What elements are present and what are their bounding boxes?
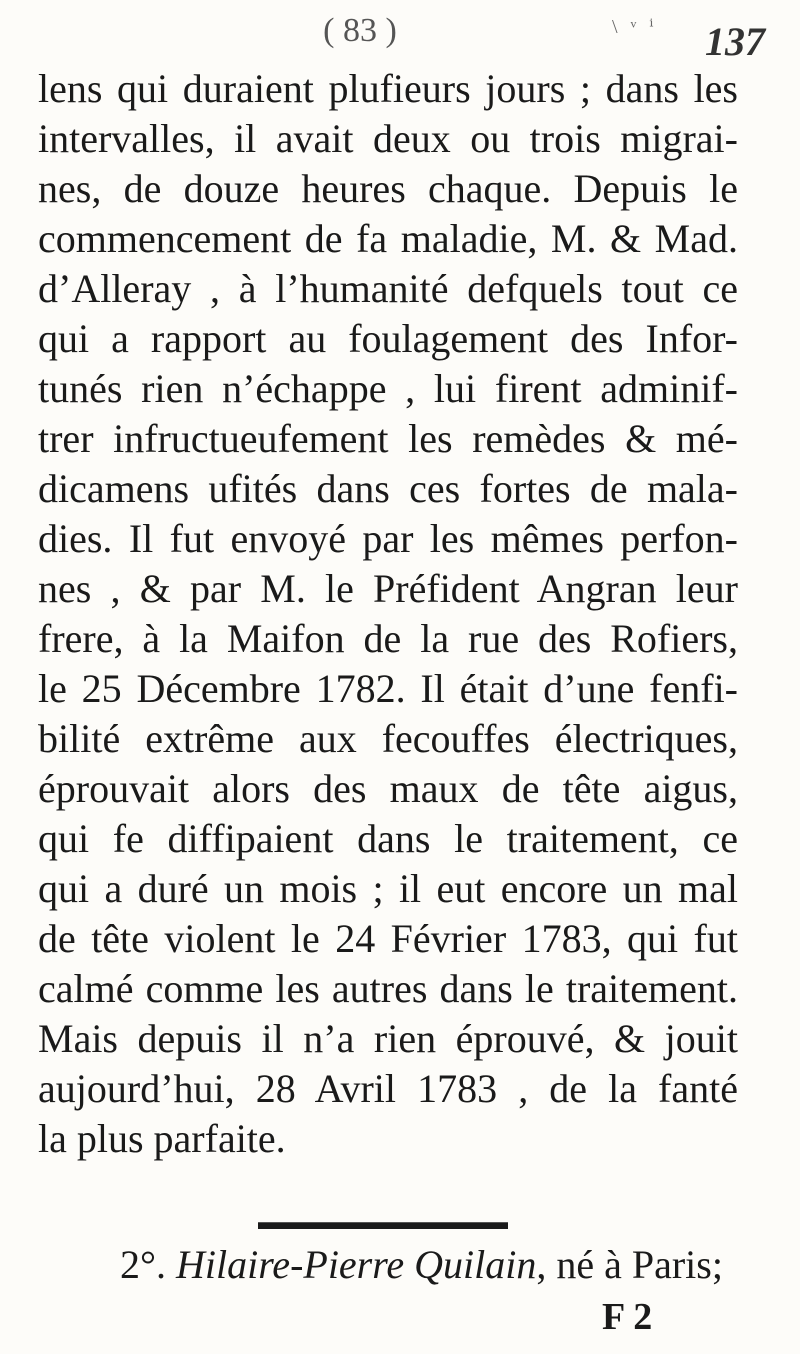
entry-text: , né à Paris; <box>536 1242 723 1287</box>
text-line: qui a duré un mois ; il eut encore un mal <box>38 866 738 911</box>
text-line: trer infructueufement les remèdes & mé- <box>38 416 738 461</box>
text-line: calmé comme les autres dans le traitement. <box>38 966 738 1011</box>
text-line: d’Alleray , à l’humanité defquels tout ce <box>38 266 738 311</box>
next-entry-line <box>120 1240 723 1290</box>
text-line: aujourd’hui, 28 Avril 1783 , de la fanté <box>38 1066 738 1111</box>
text-line-last: la plus parfaite. <box>38 1116 286 1161</box>
text-line: commencement de fa maladie, M. & Mad. <box>38 216 738 261</box>
text-line: lens qui duraient plufieurs jours ; dans les <box>38 66 738 111</box>
text-line: nes , & par M. le Préfident Angran leur <box>38 566 738 611</box>
text-line: bilité extrême aux fecouffes électriques, <box>38 716 738 761</box>
text-line: dies. Il fut envoyé par les mêmes perfon- <box>38 516 738 561</box>
text-line: frere, à la Maifon de la rue des Rofiers, <box>38 616 738 661</box>
text-line: qui fe diffipaient dans le traitement, ce <box>38 816 738 861</box>
text-line: de tête violent le 24 Février 1783, qui fut <box>38 916 738 961</box>
section-divider <box>258 1222 508 1229</box>
entry-number: 2°. <box>120 1242 166 1287</box>
body-paragraph <box>38 64 738 1164</box>
text-line: Mais depuis il n’a rien éprouvé, & jouit <box>38 1016 738 1061</box>
text-line: le 25 Décembre 1782. Il était d’une fenfi- <box>38 666 738 711</box>
text-line: tunés rien n’échappe , lui firent adminif- <box>38 366 738 411</box>
entry-person-name: Hilaire-Pierre Quilain <box>176 1242 537 1287</box>
text-line: éprouvait alors des maux de tête aigus, <box>38 766 738 811</box>
handwritten-folio-number: 137 <box>705 19 765 64</box>
text-line: intervalles, il avait deux ou trois migrai- <box>38 116 738 161</box>
text-line: dicamens ufités dans ces fortes de mala- <box>38 466 738 511</box>
text-line: qui a rapport au foulagement des Infor- <box>38 316 738 361</box>
signature-mark: F 2 <box>602 1296 653 1338</box>
stray-marks: \ ᵛ ⁱ <box>612 16 658 38</box>
page-number: ( 83 ) <box>323 12 397 49</box>
text-line: nes, de douze heures chaque. Depuis le <box>38 166 738 211</box>
